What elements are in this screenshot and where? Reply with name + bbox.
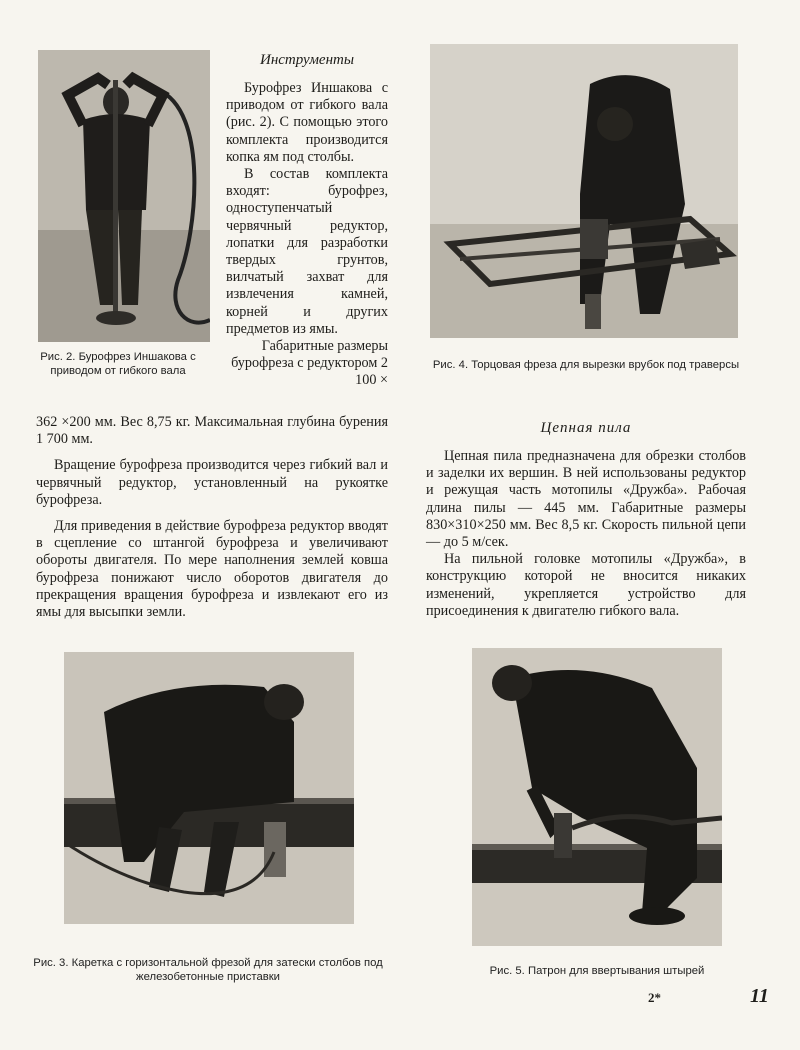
figure-2-caption: Рис. 2. Бурофрез Иншакова с приводом от гибкого вала [40, 351, 196, 377]
section1-para1: Бурофрез Иншакова с приводом от гибкого вала (рис. 2). С помощью этого комплекта производится копка ям под столбы. [226, 80, 388, 165]
figure-5-caption: Рис. 5. Патрон для ввертывания штырей [489, 965, 705, 977]
section1-para3: Габаритные размеры бурофреза с редуктором 2 100 × [231, 338, 388, 389]
section1-para5: Для приведения в действие бурофреза редуктор вводят в сцепление со штангой бурофреза и увеличивают обороты двигателя. По мере наполнения землей ковша бурофреза понижают число оборотов двигателя до прекращения вращения бурофреза и извлекают его из ямы для высыпки земли. [36, 518, 388, 621]
section-heading-instruments: Инструменты [259, 52, 354, 68]
section-heading-chain-saw: Цепная пила [540, 420, 632, 436]
figure-3-caption: Рис. 3. Каретка с горизонтальной фрезой для затески столбов под железобетонные приставки [33, 957, 383, 983]
page-number: 11 [750, 985, 769, 1007]
section2-para1: Цепная пила предназначена для обрезки столбов и заделки их вершин. В ней использованы редуктор и режущая часть мотопилы «Дружба». Рабочая длина пилы — 445 мм. Габаритные размеры 830×310×250 мм. Вес 8,5 кг. Скорость пильной цепи — до 5 м/сек. [426, 448, 746, 551]
section1-wide-text [36, 414, 388, 621]
figure-2-photo [38, 50, 210, 342]
section1-para4: Вращение бурофреза производится через гибкий вал и червячный редуктор, установленный на рукоятке бурофреза. [36, 457, 388, 508]
section1-para2: В состав комплекта входят: бурофрез, одноступенчатый червячный редуктор, лопатки для разработки твердых грунтов, вилчатый захват для извлечения камней, корней и других предметов из ямы. [226, 166, 388, 337]
section1-narrow-text [226, 80, 388, 390]
section1-para3-cont: 362 ×200 мм. Вес 8,75 кг. Максимальная глубина бурения 1 700 мм. [36, 414, 388, 448]
figure-3-photo [64, 652, 354, 924]
figure-4-photo [430, 44, 738, 338]
figure-4-caption: Рис. 4. Торцовая фреза для вырезки врубок под траверсы [432, 359, 740, 371]
section2-text [426, 448, 746, 620]
section2-para2: На пильной головке мотопилы «Дружба», в конструкцию которой не вносится никаких изменений, укрепляется устройство для присоединения к двигателю гибкого вала. [426, 551, 746, 619]
figure-5-photo [472, 648, 722, 946]
signature-mark: 2* [648, 990, 661, 1005]
